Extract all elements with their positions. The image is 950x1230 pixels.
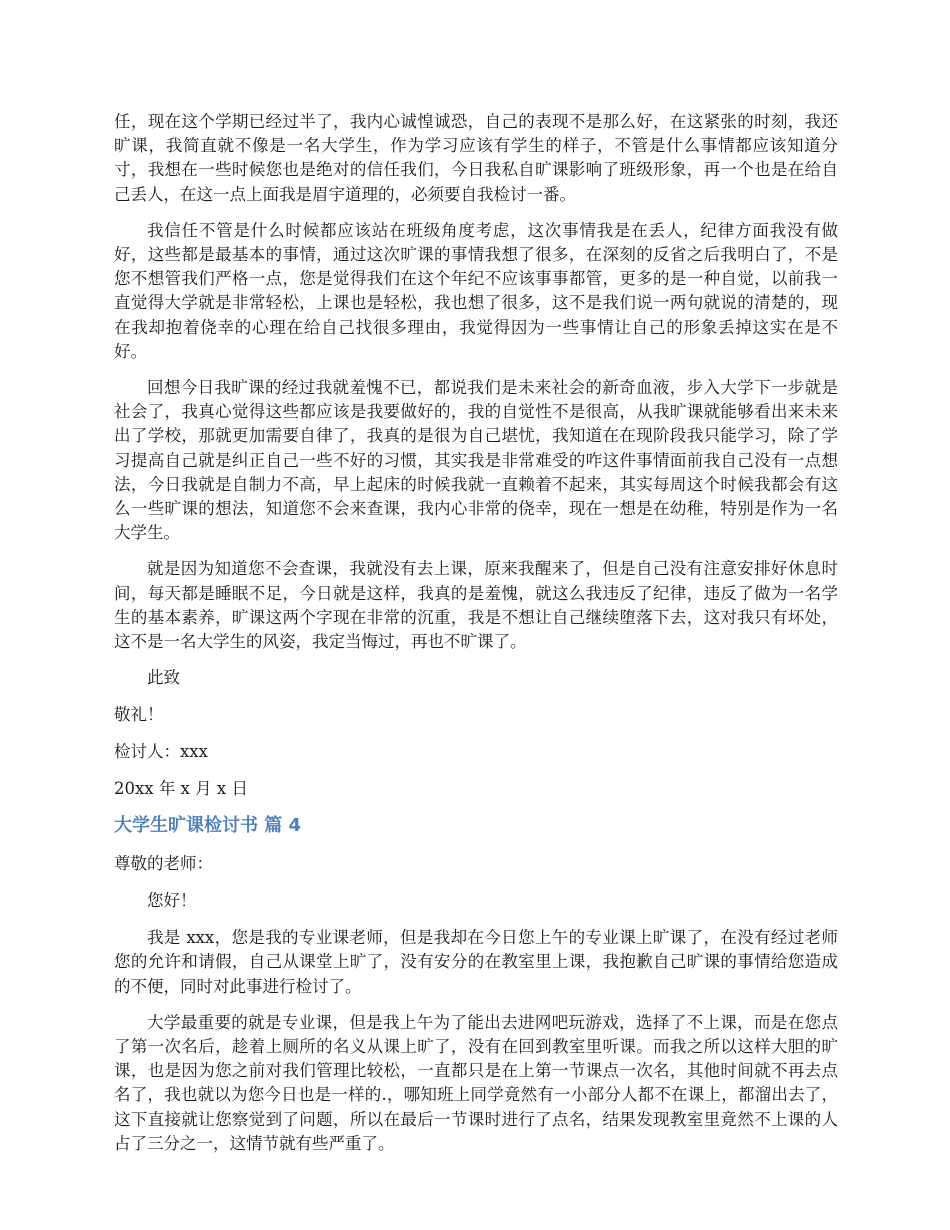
paragraph-continued: 任，现在这个学期已经过半了，我内心诚惶诚恐，自己的表现不是那么好，在这紧张的时刻，我还旷课，我简直就不像是一名大学生，作为学习应该有学生的样子，不管是什么事情都应该知道分寸，我想在一些时候您也是绝对的信任我们，今日我私自旷课影响了班级形象，再一个也是在给自己丢人，在这一点上面我是眉宇道理的，必须要自我检讨一番。	[114, 112, 838, 204]
paragraph-reflection: 回想今日我旷课的经过我就羞愧不已，都说我们是未来社会的新奇血液，步入大学下一步就是社会了，我真心觉得这些都应该是我要做好的，我的自觉性不是很高，从我旷课就能够看出来未来出了学校，那就更加需要自律了，我真的是很为自己堪忧，我知道在在现阶段我只能学习，除了学习提高自己就是纠正自己一些不好的习惯，其实我是非常难受的咋这件事情面前我自己没有一点想法，今日我就是自制力不高，早上起床的时候我就一直赖着不起来，其实每周这个时候我都会有这么一些旷课的想法，知道您不会来查课，我内心非常的侥幸，现在一想是在幼稚，特别是作为一名大学生。	[114, 378, 838, 543]
paragraph-class-perspective: 我信任不管是什么时候都应该站在班级角度考虑，这次事情我是在丢人，纪律方面我没有做好，这些都是最基本的事情，通过这次旷课的事情我想了很多，在深刻的反省之后我明白了，不是您不想管我们严格一点，您是觉得我们在这个年纪不应该事事都管，更多的是一种自觉，以前我一直觉得大学就是非常轻松，上课也是轻松，我也想了很多，这不是我们说一两句就说的清楚的，现在我却抱着侥幸的心理在给自己找很多理由，我觉得因为一些事情让自己的形象丢掉这实在是不好。	[114, 220, 838, 361]
paragraph-details: 大学最重要的就是专业课，但是我上午为了能出去进网吧玩游戏，选择了不上课，而是在您点了第一次名后，趁着上厕所的名义从课上旷了，没有在回到教室里听课。而我之所以这样大胆的旷课，也是因为您之前对我们管理比较松，一直都只是在上第一节课点一次名，其他时间就不再去点名了，我也就以为您今日也是一样的.，哪知班上同学竟然有一小部分人都不在课上，都溜出去了，这下直接就让您察觉到了问题，所以在最后一节课时进行了点名，结果发现教室里竟然不上课的人占了三分之一，这情节就有些严重了。	[114, 1012, 838, 1153]
letter-hello: 您好！	[147, 891, 197, 911]
paragraph-introduction: 我是 xxx，您是我的专业课老师，但是我却在今日您上午的专业课上旷课了，在没有经过老师您的允许和请假，自己从课堂上旷了，没有安分的在教室里上课，我抱歉自己旷课的事情给您造成的不便，同时对此事进行检讨了。	[114, 928, 838, 996]
letter-greeting: 尊敬的老师：	[114, 854, 213, 874]
closing-signer: 检讨人：xxx	[114, 742, 208, 762]
closing-respect: 敬礼！	[114, 705, 164, 725]
closing-salutation: 此致	[147, 668, 180, 688]
closing-date: 20xx 年 x 月 x 日	[114, 779, 248, 799]
paragraph-resolution: 就是因为知道您不会查课，我就没有去上课，原来我醒来了，但是自己没有注意安排好休息时间，每天都是睡眠不足，今日就是这样，我真的是羞愧，就这么我违反了纪律，违反了做为一名学生的基本素养，旷课这两个字现在非常的沉重，我是不想让自己继续堕落下去，这对我只有坏处，这不是一名大学生的风姿，我定当悔过，再也不旷课了。	[114, 559, 838, 652]
section-heading: 大学生旷课检讨书 篇 4	[114, 815, 302, 837]
